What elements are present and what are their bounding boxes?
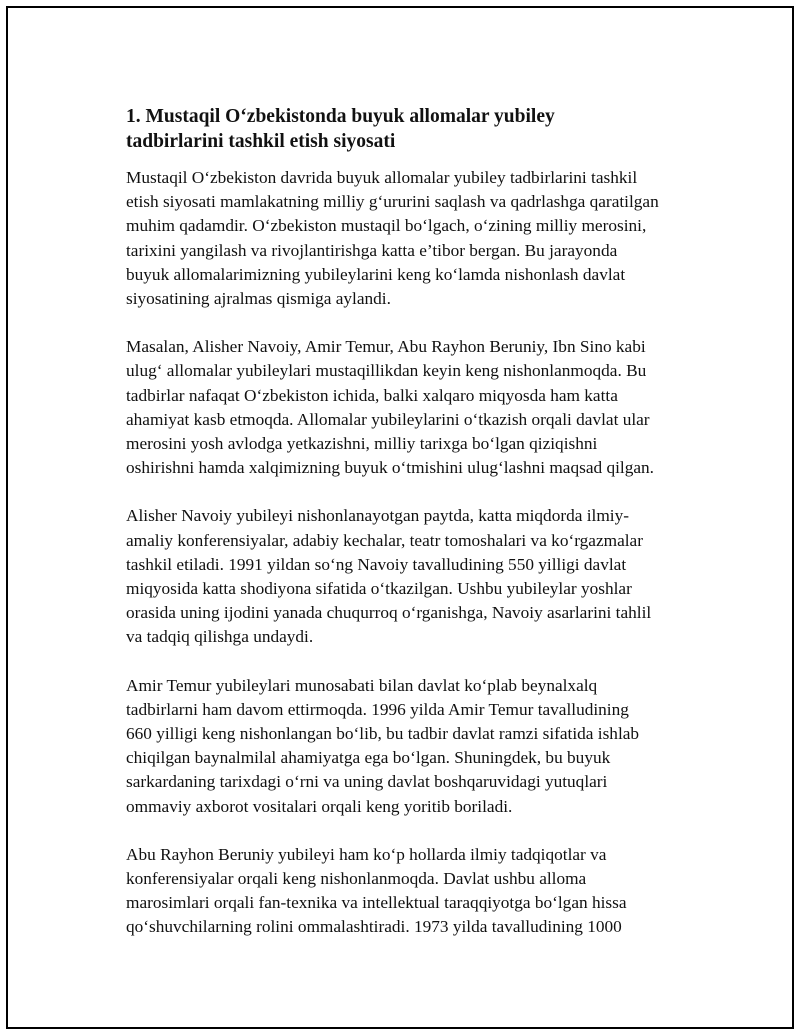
text-line: Mustaqil O‘zbekiston davrida buyuk allomalar yubiley tadbirlarini tashkil	[126, 168, 638, 187]
paragraph-1	[126, 166, 706, 311]
text-line: miqyosida katta shodiyona sifatida o‘tkazilgan. Ushbu yubileylar yoshlar	[126, 579, 632, 599]
text-line: Alisher Navoiy yubileyi nishonlanayotgan paytda, katta miqdorda ilmiy-	[126, 506, 629, 526]
paragraph-4	[126, 674, 706, 819]
text-line: va tadqiq qilishga undaydi.	[126, 627, 314, 647]
text-line: tarixini yangilash va rivojlantirishga katta e’tibor bergan. Bu jarayonda	[126, 240, 618, 260]
text-line: ulug‘ allomalar yubileylari mustaqillikdan keyin keng nishonlanmoqda. Bu	[126, 361, 647, 381]
page-frame	[6, 6, 794, 1029]
text-line: tadbirlar nafaqat O‘zbekiston ichida, balki xalqaro miqyosda ham katta	[126, 385, 618, 405]
text-line: muhim qadamdir. O‘zbekiston mustaqil bo‘lgach, o‘zining milliy merosini,	[126, 216, 647, 236]
text-line: qo‘shuvchilarning rolini ommalashtiradi. 1973 yilda tavalludining 1000	[126, 917, 622, 937]
document-body	[126, 104, 706, 964]
text-line: ommaviy axborot vositalari orqali keng yoritib boriladi.	[126, 796, 513, 816]
heading-line: tadbirlarini tashkil etish siyosati	[126, 131, 396, 152]
text-line: marosimlari orqali fan-texnika va intellektual taraqqiyotga bo‘lgan hissa	[126, 893, 627, 913]
text-line: sarkardaning tarixdagi o‘rni va uning davlat boshqaruvidagi yutuqlari	[126, 772, 608, 792]
text-line: oshirishni hamda xalqimizning buyuk o‘tmishini ulug‘lashni maqsad qilgan.	[126, 458, 654, 478]
heading-line: 1. Mustaqil O‘zbekistonda buyuk allomalar yubiley	[126, 106, 555, 127]
text-line: chiqilgan baynalmilal ahamiyatga ega bo‘lgan. Shuningdek, bu buyuk	[126, 748, 611, 768]
text-line: amaliy konferensiyalar, adabiy kechalar, teatr tomoshalari va ko‘rgazmalar	[126, 530, 643, 550]
text-line: siyosatining ajralmas qismiga aylandi.	[126, 289, 391, 309]
text-line: tadbirlarni ham davom ettirmoqda. 1996 yilda Amir Temur tavalludining	[126, 699, 629, 719]
section-heading	[126, 104, 706, 154]
text-line: tashkil etiladi. 1991 yildan so‘ng Navoiy tavalludining 550 yilligi davlat	[126, 554, 627, 574]
text-line: orasida uning ijodini yanada chuqurroq o‘rganishga, Navoiy asarlarini tahlil	[126, 603, 652, 623]
text-line: konferensiyalar orqali keng nishonlanmoqda. Davlat ushbu alloma	[126, 869, 587, 889]
text-line: Amir Temur yubileylari munosabati bilan davlat ko‘plab beynalxalq	[126, 675, 598, 695]
text-line: Masalan, Alisher Navoiy, Amir Temur, Abu Rayhon Beruniy, Ibn Sino kabi	[126, 337, 646, 357]
paragraph-5	[126, 843, 706, 940]
text-line: ahamiyat kasb etmoqda. Allomalar yubileylarini o‘tkazish orqali davlat ular	[126, 409, 650, 429]
text-line: etish siyosati mamlakatning milliy g‘ururini saqlash va qadrlashga qaratilgan	[126, 192, 659, 212]
text-line: Abu Rayhon Beruniy yubileyi ham ko‘p hollarda ilmiy tadqiqotlar va	[126, 844, 607, 864]
paragraph-2	[126, 335, 706, 480]
text-line: merosini yosh avlodga yetkazishni, milliy tarixga bo‘lgan qiziqishni	[126, 434, 598, 454]
text-line: buyuk allomalarimizning yubileylarini keng ko‘lamda nishonlash davlat	[126, 264, 626, 284]
paragraph-3	[126, 504, 706, 649]
text-line: 660 yilligi keng nishonlangan bo‘lib, bu tadbir davlat ramzi sifatida ishlab	[126, 724, 640, 744]
